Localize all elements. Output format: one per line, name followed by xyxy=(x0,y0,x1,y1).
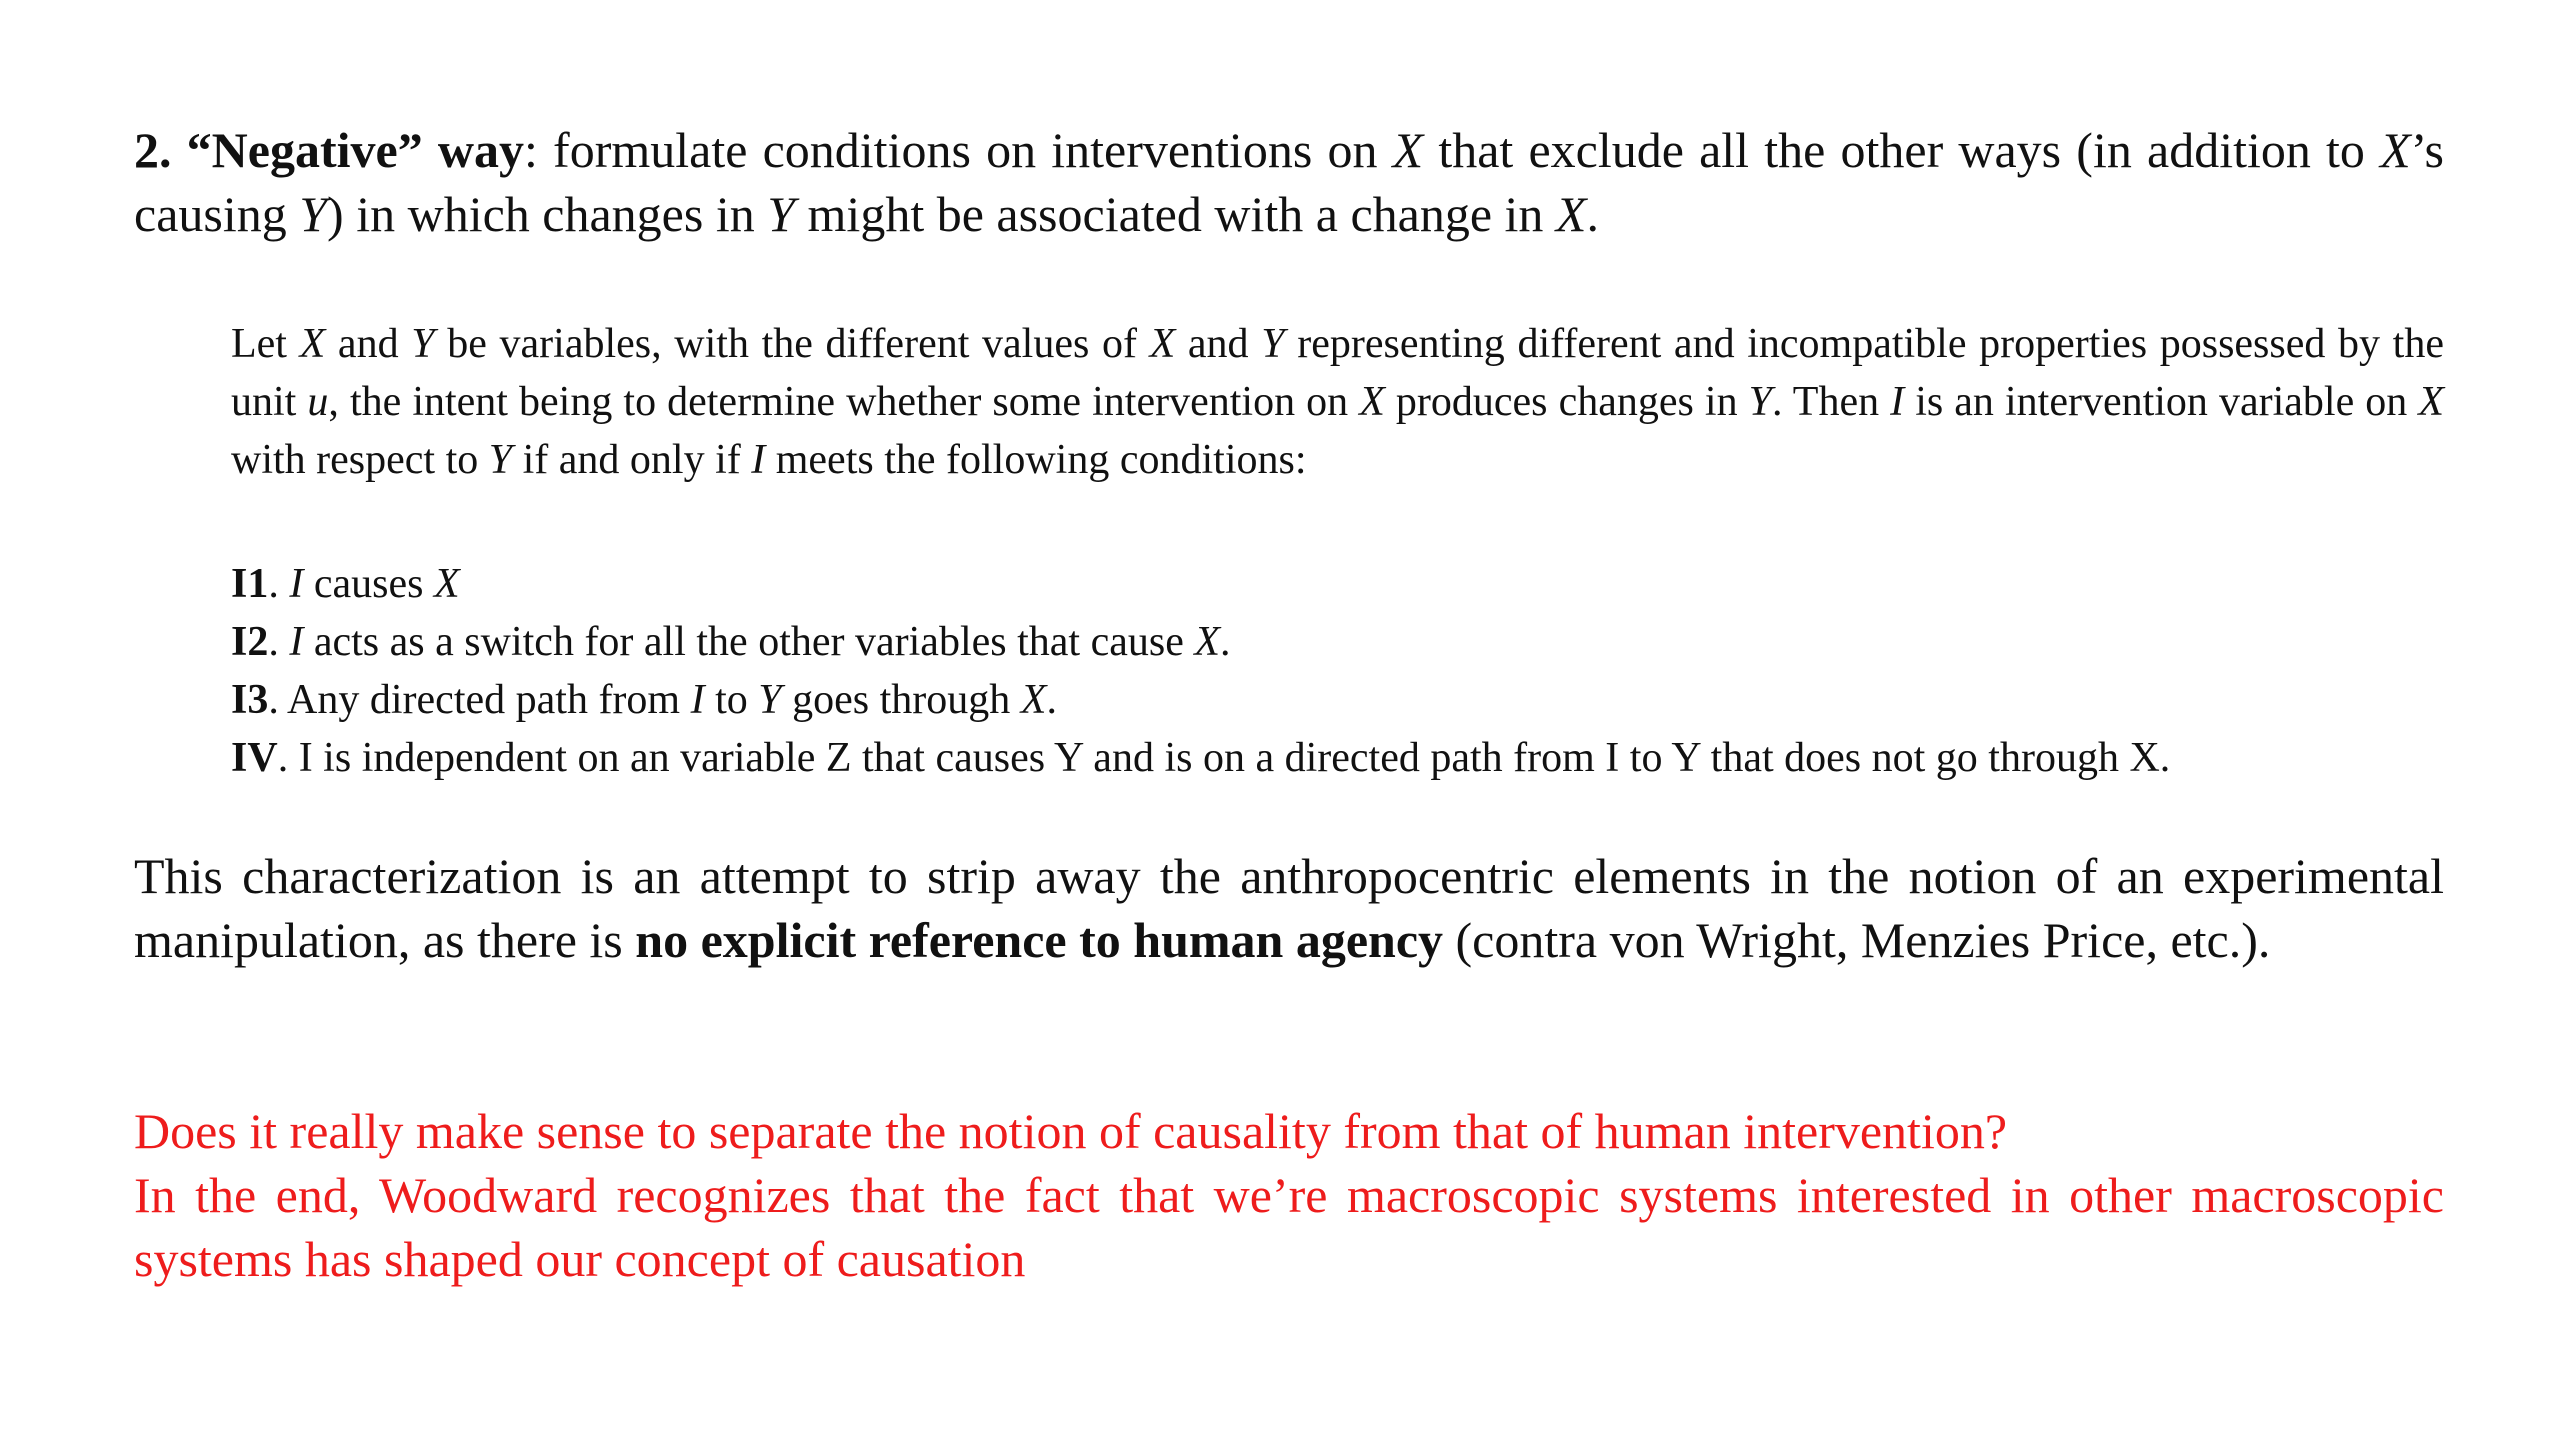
text-run: acts as a switch for all the other variables that cause xyxy=(303,619,1195,665)
var-y: Y xyxy=(488,437,513,483)
text-run: ’s causing xyxy=(134,122,2444,242)
text-run: that exclude all the other ways (in addition to xyxy=(1423,122,2381,178)
text-run: Let xyxy=(231,321,300,367)
text-run: This characterization is an attempt to strip away the anthropocentric elements in the notion of an experimental manipulation, as there is xyxy=(134,848,2444,968)
var-y: Y xyxy=(411,321,435,367)
var-x: X xyxy=(1194,619,1220,665)
text-run: with respect to xyxy=(231,437,489,483)
text-run: Any directed path from xyxy=(287,677,691,723)
condition-label: I2 xyxy=(231,619,269,665)
var-x: X xyxy=(2380,122,2411,178)
condition-label: IV xyxy=(231,735,278,781)
point-title-quote xyxy=(187,122,524,178)
condition-i3 xyxy=(231,671,2501,729)
text-run: representing different and incompatible properties possessed by the unit xyxy=(231,321,2444,425)
var-i: I xyxy=(751,437,766,483)
text-run: causes xyxy=(303,561,434,607)
condition-label: I1 xyxy=(231,561,269,607)
var-i: I xyxy=(690,677,705,723)
var-y: Y xyxy=(1748,379,1772,425)
text-run: to xyxy=(704,677,759,723)
point-title: “Negative” way xyxy=(186,122,524,178)
condition-i2 xyxy=(231,613,2501,671)
emphasis-no-human-agency: no explicit reference to human agency xyxy=(635,912,1444,968)
var-x: X xyxy=(1149,321,1176,367)
critical-question xyxy=(134,1099,2444,1291)
var-y: Y xyxy=(758,677,782,723)
text-run: I is independent on an variable Z that causes Y and is on a directed path from I to Y that does not go through X. xyxy=(298,735,2171,781)
condition-i1 xyxy=(231,555,2501,613)
text-run: goes through xyxy=(781,677,1021,723)
text-run: . xyxy=(277,735,299,781)
text-run: produces changes in xyxy=(1384,379,1749,425)
var-x: X xyxy=(1555,186,1587,242)
var-i: I xyxy=(289,561,304,607)
text-run: . xyxy=(1586,186,1599,242)
var-x: X xyxy=(299,321,326,367)
var-i: I xyxy=(1890,379,1905,425)
var-x: X xyxy=(1020,677,1047,723)
definition-quote xyxy=(231,315,2444,489)
text-run: and xyxy=(325,321,412,367)
var-x: X xyxy=(2418,379,2444,425)
var-i: I xyxy=(289,619,304,665)
var-y: Y xyxy=(1261,321,1285,367)
text-run: might be associated with a change in xyxy=(795,186,1556,242)
title-separator: : xyxy=(523,122,538,178)
text-run: be variables, with the different values of xyxy=(434,321,1150,367)
point-number: 2. xyxy=(134,122,172,178)
text-run: . xyxy=(268,619,290,665)
text-run: . xyxy=(268,561,290,607)
var-y: Y xyxy=(299,186,328,242)
question-line: Does it really make sense to separate the notion of causality from that of human intervention? xyxy=(134,1103,2008,1159)
text-run: formulate conditions on interventions on xyxy=(537,122,1393,178)
remark-line: In the end, Woodward recognizes that the fact that we’re macroscopic systems interested in other macroscopic xyxy=(134,1167,2444,1223)
text-run: (contra von Wright, Menzies Price, etc.). xyxy=(1443,912,2271,968)
remark-line: systems has shaped our concept of causation xyxy=(134,1231,1026,1287)
characterization-paragraph xyxy=(134,844,2444,972)
text-run: . Then xyxy=(1772,379,1891,425)
text-run: , the intent being to determine whether some intervention on xyxy=(328,379,1360,425)
var-u: u xyxy=(307,379,329,425)
condition-label: I3 xyxy=(231,677,269,723)
negative-way-paragraph xyxy=(134,118,2444,246)
condition-iv xyxy=(231,729,2501,787)
text-run: if and only if xyxy=(512,437,752,483)
text-run: ) in which changes in xyxy=(327,186,768,242)
text-run: . xyxy=(1046,677,1057,723)
var-y: Y xyxy=(767,186,796,242)
text-run: . xyxy=(1220,619,1231,665)
var-x: X xyxy=(1359,379,1385,425)
var-x: X xyxy=(1392,122,1424,178)
var-x: X xyxy=(433,561,460,607)
text-run: . xyxy=(268,677,288,723)
text-run: and xyxy=(1175,321,1262,367)
text-run: is an intervention variable on xyxy=(1904,379,2419,425)
text-run: meets the following conditions: xyxy=(765,437,1307,483)
conditions-list xyxy=(231,555,2501,787)
